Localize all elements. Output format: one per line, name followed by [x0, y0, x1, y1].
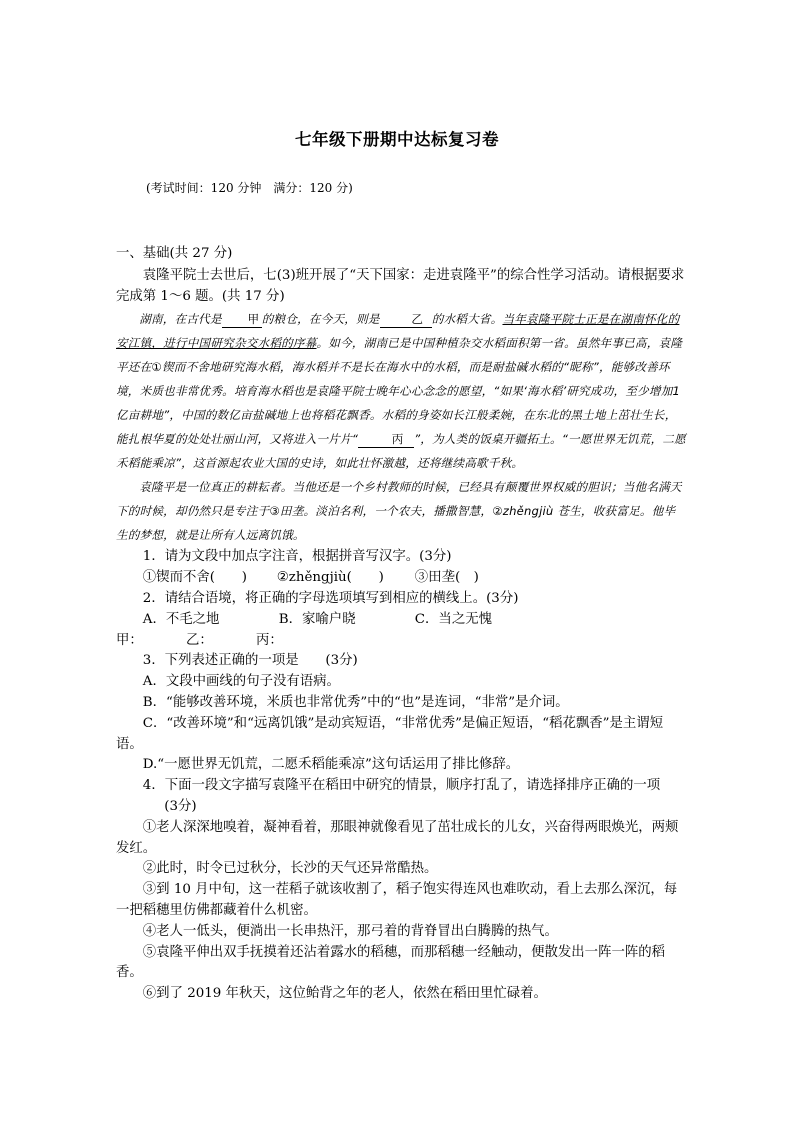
q4-sentence-4: ④老人一低头，便淌出一长串热汗，那弓着的背脊冒出白腾腾的热气。 — [142, 923, 558, 939]
q1-item-2: ②zhěngjiù( ) — [276, 570, 384, 586]
blank-bing: 丙 — [358, 431, 414, 448]
question-4: 4．下面一段文字描写袁隆平在稻田中研究的情景，顺序打乱了，请选择排序正确的一项 — [142, 778, 661, 794]
q1-item-1: ①锲而不舍( ) — [142, 570, 247, 586]
q2-option-c: C．当之无愧 — [414, 611, 492, 627]
fill-jia: 甲： — [116, 632, 143, 648]
q4-sentence-5: ⑤袁隆平伸出双手抚摸着还沾着露水的稻穗，而那稻穗一经触动，便散发出一阵一阵的稻香。 — [116, 944, 666, 981]
question-3: 3．下列表述正确的一项是 (3分) — [142, 653, 358, 669]
q3-option-b: B．“能够改善环境，米质也非常优秀”中的“也”是连词，“非常”是介词。 — [142, 694, 569, 710]
question-2-fills — [116, 631, 686, 652]
passage-text: ”，为人类的饭桌开疆拓土。“一愿世界无饥荒，二愿禾稻能乘凉”，这首源起农业大国的史诗，如此壮怀激越，还将继续高歌千秋。 — [116, 432, 686, 471]
question-2: 2．请结合语境，将正确的字母选项填写到相应的横线上。(3分) — [142, 590, 519, 606]
question-4-score: (3分) — [164, 798, 197, 814]
q4-sentence-1: ①老人深深地嗅着，凝神看着，那眼神就像看见了茁壮成长的儿女，兴奋得两眼焕光，两颊发红。 — [116, 819, 679, 856]
reading-passage — [116, 307, 686, 547]
passage-text: 湖南，在古代是 — [139, 312, 222, 327]
q3-option-d: D.“一愿世界无饥荒，二愿禾稻能乘凉”这句话运用了排比修辞。 — [142, 757, 520, 773]
passage-paragraph-1 — [116, 307, 686, 475]
blank-yi: 乙 — [380, 311, 432, 328]
passage-text: 的粮仓，在今天，则是 — [261, 312, 380, 327]
underlined-sentence: 当年袁隆平院士正是在湖南怀化的安江镇，进行中国研究杂交水稻的序幕 — [116, 312, 680, 351]
blank-jia: 甲 — [222, 311, 262, 328]
q2-option-b: B．家喻户晓 — [278, 611, 356, 627]
passage-text: 的水稻大省。 — [431, 312, 503, 327]
q3-option-a: A．文段中画线的句子没有语病。 — [142, 674, 340, 690]
page-title: 七年级下册期中达标复习卷 — [295, 130, 499, 149]
q4-sentence-6: ⑥到了 2019 年秋天，这位鲐背之年的老人，依然在稻田里忙碌着。 — [142, 986, 547, 1002]
q4-sentence-2: ②此时，时令已过秋分，长沙的天气还异常酷热。 — [142, 861, 438, 877]
section-intro: 袁隆平院士去世后，七(3)班开展了“天下国家：走进袁隆平”的综合性学习活动。请根据要求完成第 1～6 题。(共 17 分) — [116, 267, 685, 304]
question-2-options — [116, 610, 686, 631]
fill-yi: 乙： — [186, 632, 213, 648]
q3-option-c: C．“改善环境”和“远离饥饿”是动宾短语，“非常优秀”是偏正短语，“稻花飘香”是主谓短语。 — [116, 715, 664, 752]
passage-paragraph-2: 袁隆平是一位真正的耕耘者。当他还是一个乡村教师的时候，已经具有颠覆世界权威的胆识；当他名满天下的时候，却仍然只是专注于③田垄。淡泊名利，一个农夫，播撒智慧，②zhěngjiù 苍生，收获富足。他毕生的梦想，就是让所有人远离饥饿。 — [116, 480, 682, 543]
question-1: 1．请为文段中加点字注音，根据拼音写汉字。(3分) — [142, 549, 452, 565]
exam-content — [116, 244, 686, 1005]
question-1-items — [116, 568, 686, 589]
fill-bing: 丙： — [256, 632, 283, 648]
q2-option-a: A．不毛之地 — [142, 611, 220, 627]
section-heading: 一、基础(共 27 分) — [116, 246, 233, 261]
q4-sentence-3: ③到 10 月中旬，这一茬稻子就该收割了，稻子饱实得连风也难吹动，看上去那么深沉，每一把稻穗里仿佛都藏着什么机密。 — [116, 882, 678, 918]
q1-item-3: ③田垄( ) — [414, 570, 479, 586]
exam-meta: (考试时间：120 分钟 满分：120 分) — [146, 181, 353, 195]
passage-text: 。如今，湖南已是中国种植杂交水稻面积第一省。虽然年事已高，袁隆平还在①锲而不舍地研究海水稻，海水稻并不是长在海水中的水稻，而是耐盐碱水稻的“昵称”，能够改善环境，米质也非常优秀。培育海水稻也是袁隆平院士晚年心心念念的愿望，“如果‘海水稻’研究成功，至少增加1亿亩耕地”，中国的数亿亩盐碱地上也将稻花飘香。水稻的身姿如长江般柔婉，在东北的黑土地上茁壮生长，能扎根华夏的处处壮丽山河，又将进入一片片“ — [116, 336, 683, 447]
